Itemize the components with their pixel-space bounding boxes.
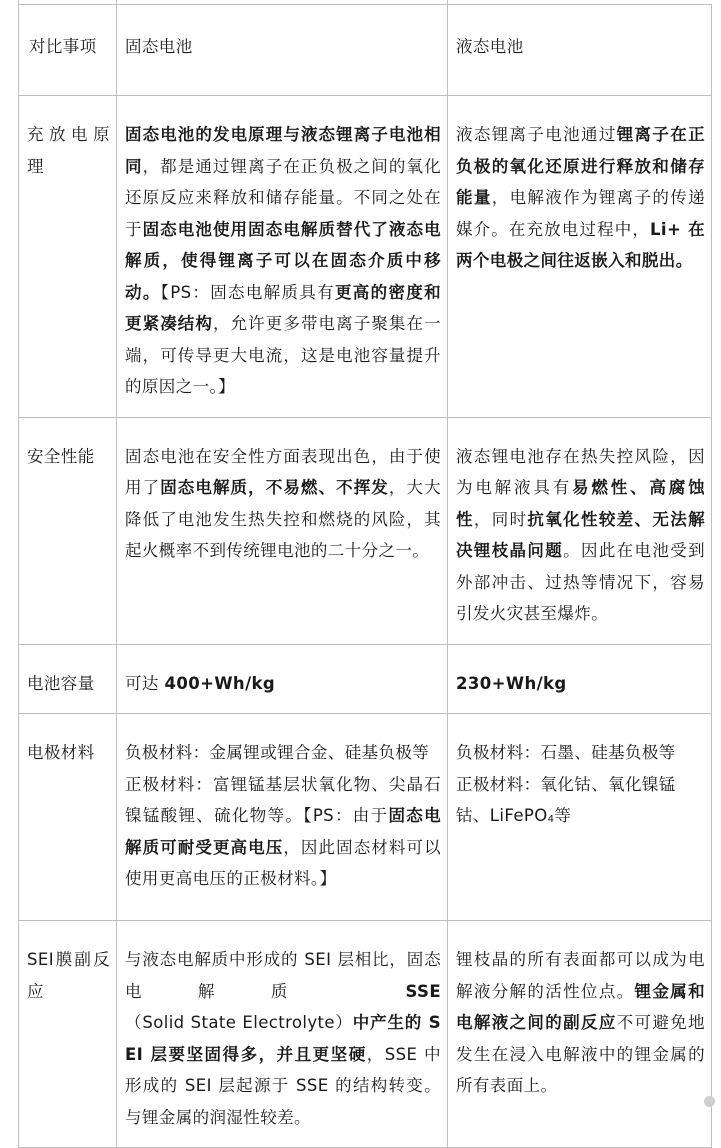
emphasis-text: 锂金属和电解液之间的副反应 <box>456 981 705 1032</box>
body-text: 液态锂电池存在热失控风险，因为电解液具有 <box>456 446 705 497</box>
row-label: 电池容量 <box>19 644 117 714</box>
body-text: （Solid State Electrolyte） <box>125 1013 353 1032</box>
body-text: 液态锂离子电池通过 <box>456 125 617 144</box>
cell-solid <box>117 921 448 1148</box>
body-text: ，同时 <box>473 509 528 529</box>
body-text: 正极材料：富锂锰基层状氧化物、尖晶石镍锰酸锂、硫化物等。【PS：由于 <box>125 774 441 825</box>
table-row <box>19 96 712 418</box>
comparison-table <box>18 4 712 1148</box>
scroll-indicator-dot[interactable] <box>704 1096 715 1107</box>
emphasis-text: 锂离子在正负极的氧化还原进行释放和储存能量 <box>456 125 705 207</box>
body-text: ，SSE 中形成的 SEI 层起源于 SSE 的结构转变。与锂金属的润湿性较差。 <box>125 1044 441 1127</box>
body-text: ，电解液作为锂离子的传递媒介。在充放电过程中， <box>456 188 705 239</box>
cell-liquid <box>448 714 712 921</box>
body-text: ，大大降低了电池发生热失控和燃烧的风险，其起火概率不到传统锂电池的二十分之一。 <box>125 478 441 560</box>
body-text: 等 <box>554 806 572 825</box>
body-text: 与液态电解质中形成的 SEI 层相比，固态电解质 <box>125 950 441 1001</box>
emphasis-text: 400+Wh/kg <box>164 673 276 693</box>
body-text: 可达 <box>125 673 165 693</box>
body-paragraph <box>125 769 441 895</box>
cell-liquid <box>448 417 712 644</box>
header-liquid: 液态电池 <box>448 5 712 96</box>
emphasis-text: 更高的密度和更紧凑结构 <box>125 282 441 333</box>
body-text: 正极材料：氧化钴、氧化镍锰钴、LiFePO <box>456 774 676 825</box>
body-text: 锂枝晶的所有表面都可以成为电解液分解的活性位点。 <box>456 950 705 1001</box>
body-text: 不可避免地发生在浸入电解液中的锂金属的所有表面上。 <box>456 1013 705 1095</box>
row-label: 电极材料 <box>19 714 117 921</box>
cell-solid <box>117 417 448 644</box>
table-row <box>19 921 712 1148</box>
emphasis-text: 易燃性、高腐蚀性 <box>456 478 705 529</box>
cell-liquid <box>448 921 712 1148</box>
header-solid: 固态电池 <box>117 5 448 96</box>
body-text: ，因此固态材料可以使用更高电压的正极材料。】 <box>125 837 441 888</box>
emphasis-text: 抗氧化性较差、无法解决锂枝晶问题 <box>456 509 705 560</box>
header-item: 对比事项 <box>19 5 117 96</box>
body-text: 。因此在电池受到外部冲击、过热等情况下，容易引发火灾甚至爆炸。 <box>456 541 705 623</box>
body-text: ，都是通过锂离子在正负极之间的氧化还原反应来释放和储存能量。不同之处在于 <box>125 156 441 239</box>
cell-solid <box>117 96 448 418</box>
emphasis-text: 固态电解质可耐受更高电压 <box>125 806 442 857</box>
emphasis-text: 固态电池的发电原理与液态锂离子电池相同 <box>125 125 441 176</box>
table-row <box>19 714 712 921</box>
body-text: 负极材料：石墨、硅基负极等 <box>456 743 676 762</box>
emphasis-text: Li+ 在两个电极之间往返嵌入和脱出。 <box>456 219 705 270</box>
body-paragraph <box>456 769 705 832</box>
body-text: ，允许更多带电离子聚集在一端，可传导更大电流，这是电池容量提升的原因之一。】 <box>125 314 442 396</box>
row-label: SEI膜副反应 <box>19 921 117 1148</box>
emphasis-text: 230+Wh/kg <box>456 673 567 693</box>
cell-solid <box>117 714 448 921</box>
cell-liquid <box>448 644 712 714</box>
body-text: 【PS：固态电解质具有 <box>160 282 335 302</box>
emphasis-text: 固态电解质，不易燃、不挥发 <box>160 478 389 497</box>
comparison-table-container <box>18 4 711 1148</box>
cell-liquid <box>448 96 712 418</box>
row-label: 安全性能 <box>19 417 117 644</box>
table-row <box>19 417 712 644</box>
cell-solid <box>117 644 448 714</box>
subscript-text: 4 <box>547 814 555 825</box>
emphasis-text: 中产生的 SEI 层要坚固得多，并且更坚硬 <box>125 1013 441 1064</box>
table-header-row <box>19 5 712 96</box>
emphasis-text: SSE <box>405 981 441 1001</box>
body-text: 固态电池在安全性方面表现出色，由于使用了 <box>125 446 441 497</box>
row-label: 充放电原理 <box>19 96 117 418</box>
table-row <box>19 644 712 714</box>
body-text: 负极材料：金属锂或锂合金、硅基负极等 <box>125 743 430 762</box>
emphasis-text: 固态电池使用固态电解质替代了液态电解质，使得锂离子可以在固态介质中移动。 <box>125 219 441 302</box>
